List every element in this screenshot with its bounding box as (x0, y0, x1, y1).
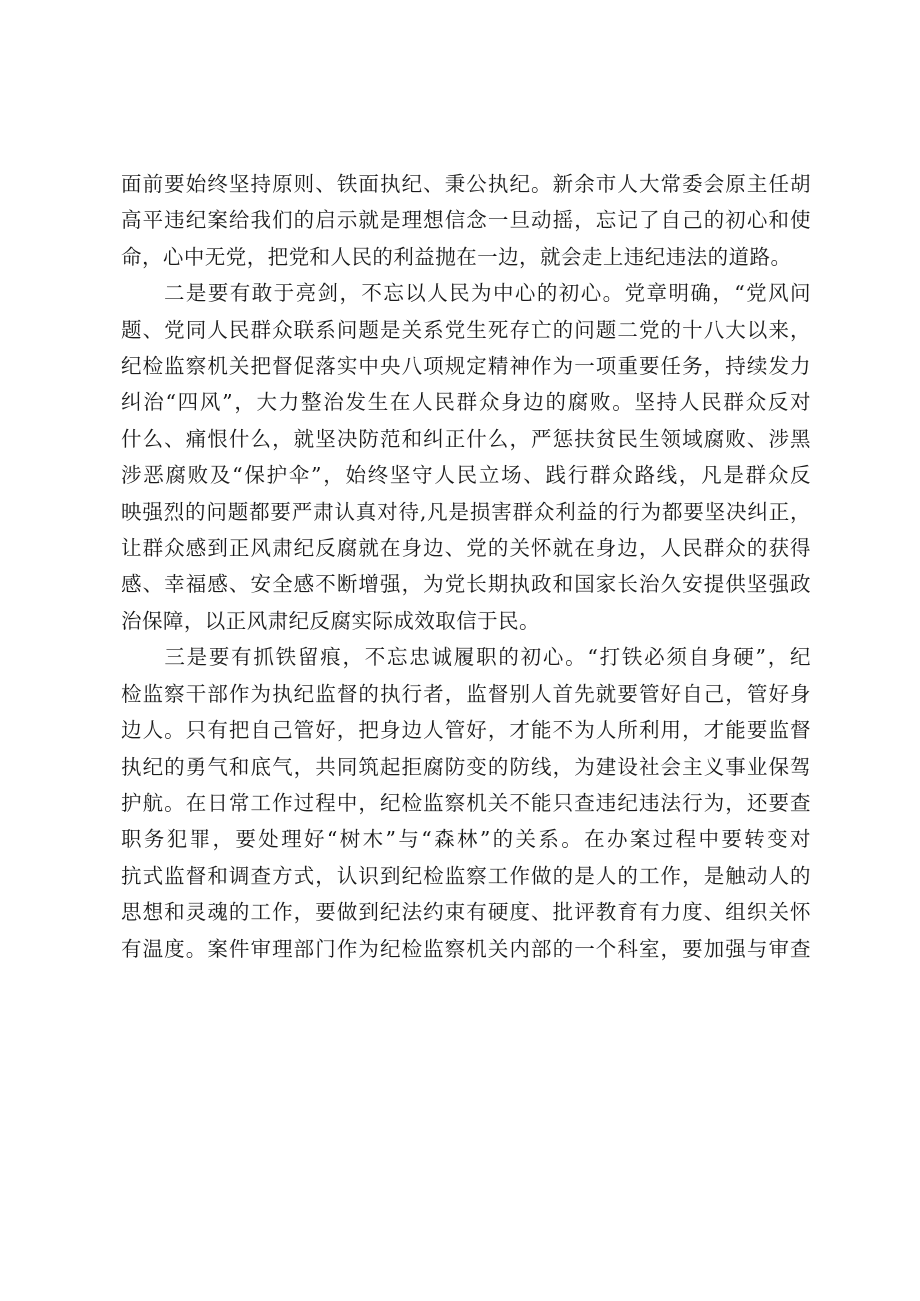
text-line: 护航。在日常工作过程中，纪检监察机关不能只查违纪违法行为，还要查 (121, 790, 811, 815)
text-line: 职务犯罪，要处理好“树木”与“森林”的关系。在办案过程中要转变对 (121, 827, 811, 852)
text-line: 有温度。案件审理部门作为纪检监察机关内部的一个科室，要加强与审查 (121, 936, 811, 961)
text-line: 思想和灵魂的工作，要做到纪法约束有硬度、批评教育有力度、组织关怀 (121, 900, 811, 925)
text-line: 治保障，以正风肃纪反腐实际成效取信于民。 (121, 608, 540, 633)
text-line-content: 三是要有抓铁留痕，不忘忠诚履职的初心。“打铁必须自身硬”，纪 (163, 645, 811, 670)
text-line: 让群众感到正风肃纪反腐就在身边、党的关怀就在身边，人民群众的获得 (121, 536, 811, 561)
text-line-content: 二是要有敢于亮剑，不忘以人民为中心的初心。党章明确，“党风问 (163, 281, 811, 306)
text-line: 什么、痛恨什么，就坚决防范和纠正什么，严惩扶贫民生领域腐败、涉黑 (121, 426, 811, 451)
text-line: 题、党同人民群众联系问题是关系党生死存亡的问题二党的十八大以来， (121, 317, 811, 342)
text-line: 检监察干部作为执纪监督的执行者，监督别人首先就要管好自己，管好身 (121, 681, 811, 706)
text-line: 高平违纪案给我们的启示就是理想信念一旦动摇，忘记了自己的初心和使 (121, 208, 811, 233)
text-line: 纪检监察机关把督促落实中央八项规定精神作为一项重要任务，持续发力 (121, 354, 811, 379)
text-line: 命，心中无党，把党和人民的利益抛在一边，就会走上违纪违法的道路。 (121, 244, 792, 269)
paragraph-2 (121, 275, 811, 639)
paragraph-3 (121, 639, 811, 967)
text-line: 涉恶腐败及“保护伞”，始终坚守人民立场、践行群众路线，凡是群众反 (121, 463, 811, 488)
text-line: 执纪的勇气和底气，共同筑起拒腐防变的防线，为建设社会主义事业保驾 (121, 754, 811, 779)
text-line: 纠治“四风”，大力整治发生在人民群众身边的腐败。坚持人民群众反对 (121, 390, 811, 415)
text-line (121, 275, 811, 311)
paragraph-1 (121, 166, 811, 275)
text-line: 感、幸福感、安全感不断增强，为党长期执政和国家长治久安提供坚强政 (121, 572, 811, 597)
text-line: 抗式监督和调查方式，认识到纪检监察工作做的是人的工作，是触动人的 (121, 863, 811, 888)
body-text (121, 166, 811, 967)
text-line (121, 639, 811, 675)
text-line: 面前要始终坚持原则、铁面执纪、秉公执纪。新余市人大常委会原主任胡 (121, 172, 811, 196)
text-line: 边人。只有把自己管好，把身边人管好，才能不为人所利用，才能要监督 (121, 718, 811, 743)
text-line: 映强烈的问题都要严肃认真对待,凡是损害群众利益的行为都要坚决纠正， (121, 499, 811, 524)
